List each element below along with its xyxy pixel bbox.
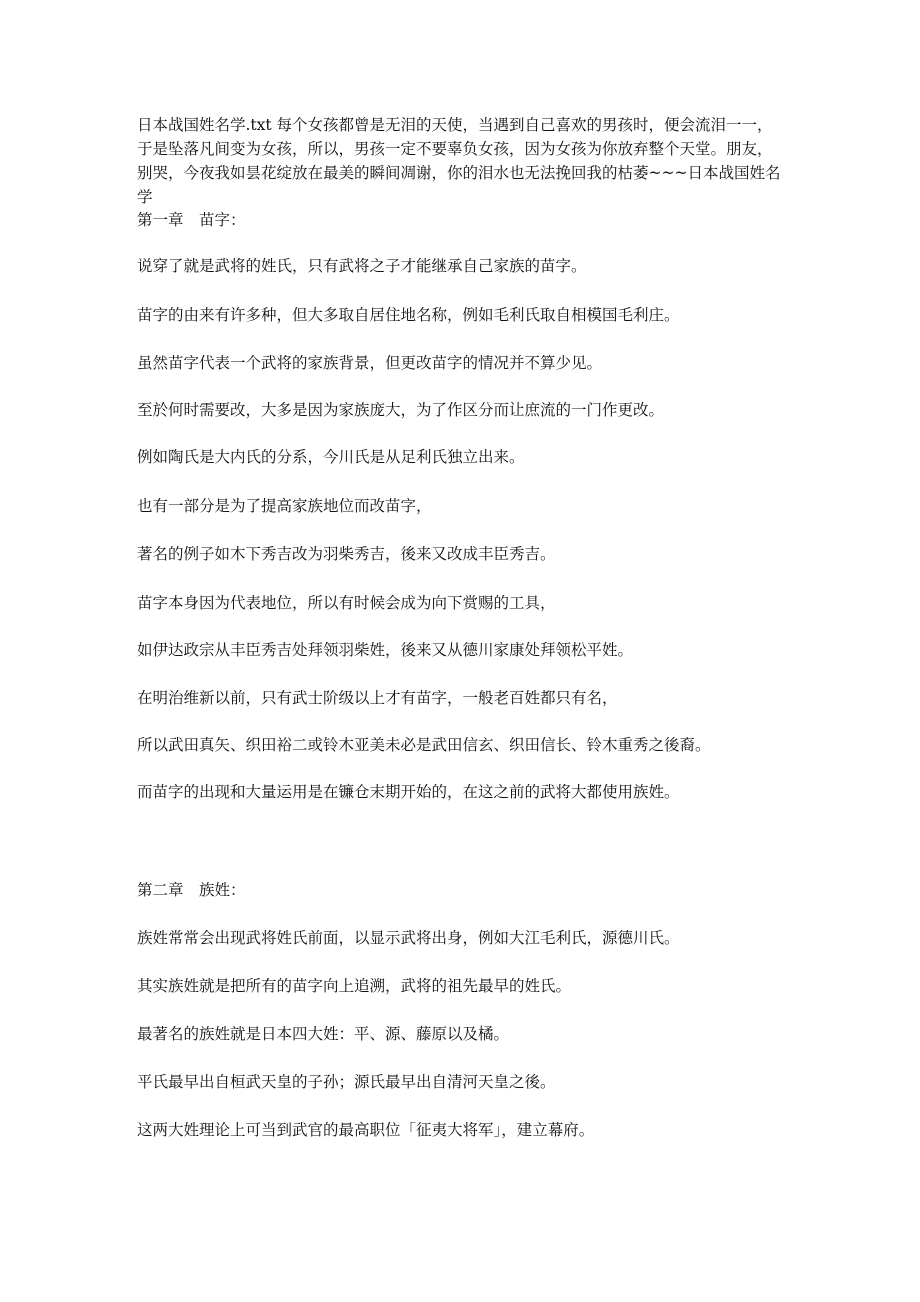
paragraph: 平氏最早出自桓武天皇的子孙；源氏最早出自清河天皇之後。 (137, 1073, 556, 1091)
intro-line: 日本战国姓名学.txt 每个女孩都曾是无泪的天使，当遇到自己喜欢的男孩时，便会流泪一一， (137, 116, 773, 134)
paragraph: 例如陶氏是大内氏的分系，今川氏是从足利氏独立出来。 (137, 448, 525, 466)
paragraph: 至於何时需要改，大多是因为家族庞大，为了作区分而让庶流的一门作更改。 (137, 401, 665, 419)
paragraph: 所以武田真矢、织田裕二或铃木亚美未必是武田信玄、织田信长、铃木重秀之後裔。 (137, 736, 711, 754)
paragraph: 这两大姓理论上可当到武官的最高职位「征夷大将军」，建立幕府。 (137, 1121, 595, 1139)
paragraph: 也有一部分是为了提高家族地位而改苗字， (137, 497, 432, 515)
paragraph: 在明治维新以前，只有武士阶级以上才有苗字，一般老百姓都只有名， (137, 689, 618, 707)
paragraph: 族姓常常会出现武将姓氏前面，以显示武将出身，例如大江毛利氏，源德川氏。 (137, 929, 680, 947)
intro-line: 别哭，今夜我如昙花绽放在最美的瞬间凋谢，你的泪水也无法挽回我的枯萎~~~日本战国姓名 (137, 164, 781, 182)
paragraph: 著名的例子如木下秀吉改为羽柴秀吉，後来又改成丰臣秀吉。 (137, 545, 556, 563)
paragraph: 其实族姓就是把所有的苗字向上追溯，武将的祖先最早的姓氏。 (137, 977, 572, 995)
paragraph: 苗字的由来有许多种，但大多取自居住地名称，例如毛利氏取自相模国毛利庄。 (137, 306, 680, 324)
paragraph: 最著名的族姓就是日本四大姓：平、源、藤原以及橘。 (137, 1025, 510, 1043)
paragraph: 虽然苗字代表一个武将的家族背景，但更改苗字的情况并不算少见。 (137, 354, 603, 372)
paragraph: 而苗字的出现和大量运用是在镰仓末期开始的，在这之前的武将大都使用族姓。 (137, 783, 680, 801)
chapter-heading: 第二章 族姓： (137, 881, 246, 899)
paragraph: 如伊达政宗从丰臣秀吉处拜领羽柴姓，後来又从德川家康处拜领松平姓。 (137, 641, 634, 659)
intro-line: 于是坠落凡间变为女孩，所以，男孩一定不要辜负女孩，因为女孩为你放弃整个天堂。朋友， (137, 140, 773, 158)
paragraph: 说穿了就是武将的姓氏，只有武将之子才能继承自己家族的苗字。 (137, 257, 587, 275)
intro-line: 学 (137, 188, 153, 206)
chapter-heading: 第一章 苗字： (137, 211, 246, 229)
paragraph: 苗字本身因为代表地位，所以有时候会成为向下赏赐的工具， (137, 594, 556, 612)
